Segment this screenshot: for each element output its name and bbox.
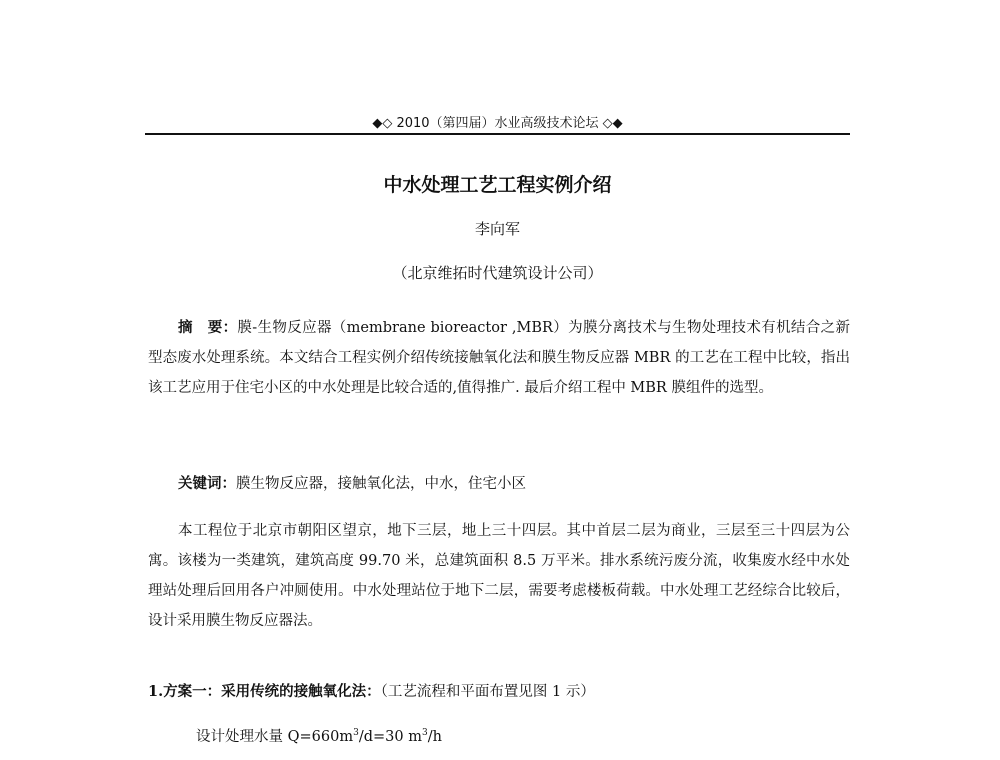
header-rule xyxy=(145,133,850,135)
formula-sup-2: 3 xyxy=(421,728,428,739)
keywords-paragraph xyxy=(148,469,850,499)
paper-title: 中水处理工艺工程实例介绍 xyxy=(383,174,612,196)
section-heading xyxy=(148,677,850,707)
keywords-label: 关键词： xyxy=(178,475,236,492)
body-paragraph: 本工程位于北京市朝阳区望京，地下三层，地上三十四层。其中首层二层为商业，三层至三十四层为公寓。该楼为一类建筑，建筑高度 99.70 米，总建筑面积 8.5 万平米。排水系统污废分流，收集废水经中水处理站处理后回用各户冲厕使用。中水处理站位于地下二层，需要考虑楼板荷载。中水处理工艺经综合比较后，设计采用膜生物反应器法。 xyxy=(148,523,850,629)
formula-mid: /d=30 m xyxy=(358,729,422,745)
running-header: ◆◇ 2010（第四届）水业高级技术论坛 ◇◆ xyxy=(372,116,623,131)
abstract-label: 摘 要： xyxy=(178,319,238,336)
formula-sup-1: 3 xyxy=(353,728,359,739)
author-affiliation: （北京维拓时代建筑设计公司） xyxy=(392,264,603,282)
formula-suffix: /h xyxy=(427,729,442,745)
formula-prefix: 设计处理水量 Q=660m xyxy=(196,729,354,745)
section-heading-text: 1.方案一：采用传统的接触氧化法： xyxy=(148,683,381,700)
keywords-text: 膜生物反应器，接触氧化法，中水，住宅小区 xyxy=(236,476,526,492)
abstract-paragraph xyxy=(148,313,850,403)
abstract-text: 膜-生物反应器（membrane bioreactor ,MBR）为膜分离技术与生物处理技术有机结合之新型态废水处理系统。本文结合工程实例介绍传统接触氧化法和膜生物反应器 MBR 的工艺在工程中比较，指出该工艺应用于住宅小区的中水处理是比较合适的,值得推广. 最后介绍工程中 MBR 膜组件的选型。 xyxy=(148,320,850,396)
design-flow-formula xyxy=(196,725,442,746)
author-name: 李向军 xyxy=(474,220,520,238)
section-heading-note: （工艺流程和平面布置见图 1 示） xyxy=(380,684,595,700)
